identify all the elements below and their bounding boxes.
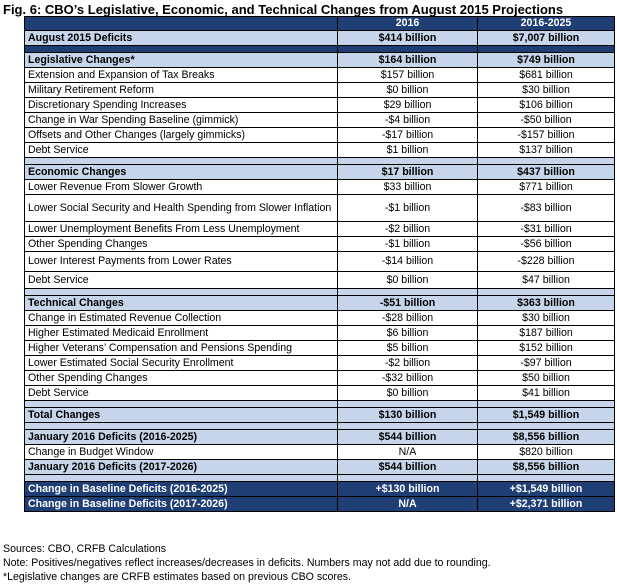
value-2016-2025: $30 billion <box>478 83 615 98</box>
row-label: Discretionary Spending Increases <box>25 98 338 113</box>
value-2016: $1 billion <box>338 143 478 158</box>
baseline-2016-2025-row <box>25 482 615 497</box>
table-row <box>25 113 615 128</box>
value-2016: -$28 billion <box>338 311 478 326</box>
row-label: Change in Estimated Revenue Collection <box>25 311 338 326</box>
row-label: Legislative Changes* <box>25 53 338 68</box>
value-2016: -$1 billion <box>338 237 478 252</box>
row-label: Extension and Expansion of Tax Breaks <box>25 68 338 83</box>
value-2016-2025: -$56 billion <box>478 237 615 252</box>
legislative-footnote: *Legislative changes are CRFB estimates based on previous CBO scores. <box>3 571 351 583</box>
table-row <box>25 98 615 113</box>
value-2016: -$4 billion <box>338 113 478 128</box>
value-2016: -$2 billion <box>338 222 478 237</box>
value-2016: $157 billion <box>338 68 478 83</box>
value-2016-2025: $41 billion <box>478 386 615 401</box>
table-row <box>25 272 615 289</box>
table-row <box>25 195 615 222</box>
value-2016-2025: -$83 billion <box>478 195 615 222</box>
jan-deficits-2017-2026-row <box>25 460 615 475</box>
row-label: Military Retirement Reform <box>25 83 338 98</box>
figure-title: Fig. 6: CBO’s Legislative, Economic, and Technical Changes from August 2015 Projections <box>3 2 564 17</box>
row-label: Lower Estimated Social Security Enrollment <box>25 356 338 371</box>
jan-deficits-2016-2025-row <box>25 430 615 445</box>
spacer <box>25 289 615 296</box>
august-deficits-row <box>25 31 615 46</box>
row-label: Debt Service <box>25 143 338 158</box>
value-2016: $0 billion <box>338 83 478 98</box>
row-label: Offsets and Other Changes (largely gimmicks) <box>25 128 338 143</box>
row-label: August 2015 Deficits <box>25 31 338 46</box>
row-label: Change in War Spending Baseline (gimmick) <box>25 113 338 128</box>
value-2016: $544 billion <box>338 430 478 445</box>
value-2016: $5 billion <box>338 341 478 356</box>
value-2016: N/A <box>338 497 478 512</box>
row-label: Lower Interest Payments from Lower Rates <box>25 252 338 272</box>
row-label: Change in Budget Window <box>25 445 338 460</box>
value-2016-2025: $137 billion <box>478 143 615 158</box>
header-row <box>25 17 615 31</box>
value-2016: N/A <box>338 445 478 460</box>
table-row <box>25 68 615 83</box>
value-2016: $130 billion <box>338 408 478 423</box>
row-label: Other Spending Changes <box>25 237 338 252</box>
value-2016-2025: -$228 billion <box>478 252 615 272</box>
value-2016: $33 billion <box>338 180 478 195</box>
baseline-2017-2026-row <box>25 497 615 512</box>
row-label: Technical Changes <box>25 296 338 311</box>
value-2016: $0 billion <box>338 272 478 289</box>
legislative-section-row <box>25 53 615 68</box>
row-label: Change in Baseline Deficits (2017-2026) <box>25 497 338 512</box>
value-2016-2025: $8,556 billion <box>478 430 615 445</box>
value-2016: $17 billion <box>338 165 478 180</box>
value-2016: $414 billion <box>338 31 478 46</box>
value-2016: -$2 billion <box>338 356 478 371</box>
table-row <box>25 371 615 386</box>
value-2016-2025: $106 billion <box>478 98 615 113</box>
row-label: Economic Changes <box>25 165 338 180</box>
table-row <box>25 386 615 401</box>
spacer <box>25 46 615 53</box>
value-2016-2025: $820 billion <box>478 445 615 460</box>
table-row <box>25 222 615 237</box>
row-label: Other Spending Changes <box>25 371 338 386</box>
value-2016-2025: $437 billion <box>478 165 615 180</box>
value-2016: $6 billion <box>338 326 478 341</box>
value-2016-2025: $47 billion <box>478 272 615 289</box>
value-2016-2025: $681 billion <box>478 68 615 83</box>
table-row <box>25 180 615 195</box>
value-2016: -$17 billion <box>338 128 478 143</box>
header-2016: 2016 <box>338 17 478 31</box>
value-2016: -$14 billion <box>338 252 478 272</box>
spacer <box>25 158 615 165</box>
value-2016-2025: $30 billion <box>478 311 615 326</box>
value-2016-2025: $8,556 billion <box>478 460 615 475</box>
row-label: Debt Service <box>25 386 338 401</box>
notes <box>3 542 491 584</box>
row-label: Lower Unemployment Benefits From Less Unemployment <box>25 222 338 237</box>
value-2016-2025: $771 billion <box>478 180 615 195</box>
sources-note: Sources: CBO, CRFB Calculations <box>3 543 167 555</box>
value-2016: -$51 billion <box>338 296 478 311</box>
value-2016: +$130 billion <box>338 482 478 497</box>
table-row <box>25 341 615 356</box>
value-2016: $544 billion <box>338 460 478 475</box>
total-changes-row <box>25 408 615 423</box>
table-row <box>25 311 615 326</box>
row-label: Higher Veterans’ Compensation and Pensions Spending <box>25 341 338 356</box>
spacer <box>25 475 615 482</box>
value-2016-2025: +$2,371 billion <box>478 497 615 512</box>
value-2016-2025: $50 billion <box>478 371 615 386</box>
row-label: Lower Social Security and Health Spending from Slower Inflation <box>25 195 338 222</box>
row-label: Higher Estimated Medicaid Enrollment <box>25 326 338 341</box>
value-2016: -$32 billion <box>338 371 478 386</box>
value-2016-2025: -$157 billion <box>478 128 615 143</box>
value-2016: $29 billion <box>338 98 478 113</box>
economic-section-row <box>25 165 615 180</box>
row-label: Debt Service <box>25 272 338 289</box>
value-2016-2025: -$31 billion <box>478 222 615 237</box>
table-row <box>25 128 615 143</box>
value-2016-2025: -$97 billion <box>478 356 615 371</box>
table-row <box>25 356 615 371</box>
value-2016-2025: $7,007 billion <box>478 31 615 46</box>
value-2016-2025: $1,549 billion <box>478 408 615 423</box>
row-label: Lower Revenue From Slower Growth <box>25 180 338 195</box>
row-label: January 2016 Deficits (2016-2025) <box>25 430 338 445</box>
technical-section-row <box>25 296 615 311</box>
spacer <box>25 401 615 408</box>
table-row <box>25 83 615 98</box>
row-label: January 2016 Deficits (2017-2026) <box>25 460 338 475</box>
spacer <box>25 423 615 430</box>
value-2016: -$1 billion <box>338 195 478 222</box>
table-row <box>25 252 615 272</box>
value-2016-2025: $187 billion <box>478 326 615 341</box>
table-row <box>25 143 615 158</box>
row-label: Change in Baseline Deficits (2016-2025) <box>25 482 338 497</box>
budget-window-row <box>25 445 615 460</box>
value-2016-2025: $749 billion <box>478 53 615 68</box>
value-2016-2025: $363 billion <box>478 296 615 311</box>
projections-table <box>24 16 615 512</box>
header-blank <box>25 17 338 31</box>
value-2016-2025: +$1,549 billion <box>478 482 615 497</box>
value-2016: $0 billion <box>338 386 478 401</box>
value-2016: $164 billion <box>338 53 478 68</box>
value-2016-2025: -$50 billion <box>478 113 615 128</box>
table-row <box>25 326 615 341</box>
header-2016-2025: 2016-2025 <box>478 17 615 31</box>
row-label: Total Changes <box>25 408 338 423</box>
table-row <box>25 237 615 252</box>
sign-note: Note: Positives/negatives reflect increases/decreases in deficits. Numbers may not add due to rounding. <box>3 557 491 569</box>
value-2016-2025: $152 billion <box>478 341 615 356</box>
